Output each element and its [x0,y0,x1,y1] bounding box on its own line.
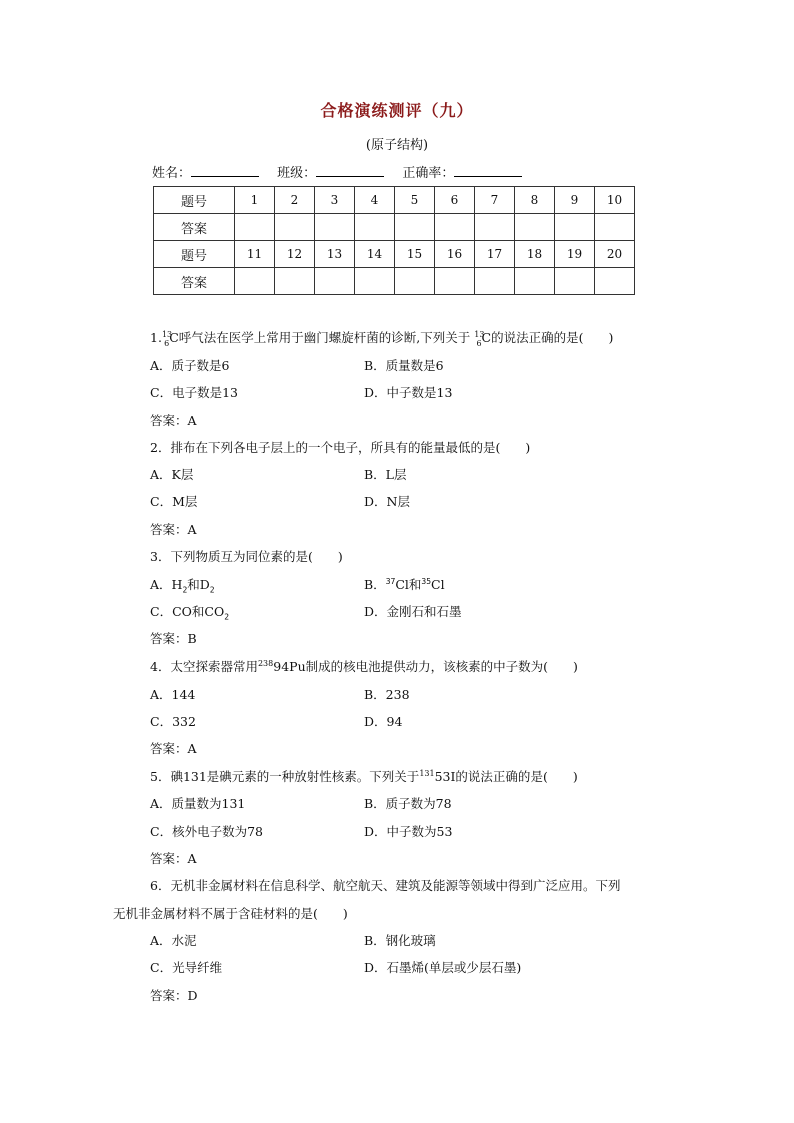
option-c[interactable]: C．电子数是13 [150,385,238,400]
question-number: 11 [235,241,275,268]
q1-prefix: 1. [150,330,162,345]
answer-row-2 [154,268,635,295]
option-b[interactable]: B．质量数是6 [364,358,444,373]
question-number: 9 [555,187,595,214]
answer-cell[interactable] [475,214,515,241]
answer-cell[interactable] [395,214,435,241]
answer-cell[interactable] [315,268,355,295]
option-a[interactable]: A．质子数是6 [150,358,230,373]
option-b[interactable]: B．质子数为78 [364,796,452,811]
q1-atomic-number-2: 6 [476,338,482,348]
student-info-line [152,162,536,181]
question-4-answer: 答案：A [150,741,197,756]
question-5-stem: 5．碘131是碘元素的一种放射性核素。下列关于$^{131}$53I的说法正确的是( ) [150,768,578,784]
question-3-stem: 3．下列物质互为同位素的是( ) [150,549,343,564]
question-6-stem-line2: 无机非金属材料不属于含硅材料的是( ) [113,906,348,921]
answer-cell[interactable] [555,268,595,295]
question-number: 17 [475,241,515,268]
answer-cell[interactable] [435,268,475,295]
option-d[interactable]: D．N层 [364,494,410,509]
question-number: 4 [355,187,395,214]
question-5-answer: 答案：A [150,851,197,866]
accuracy-blank[interactable] [454,164,522,177]
question-number-row-1 [154,187,635,214]
question-number: 7 [475,187,515,214]
option-c[interactable]: C．332 [150,714,196,729]
question-number: 12 [275,241,315,268]
answer-cell[interactable] [595,214,635,241]
answer-row-1 [154,214,635,241]
option-c[interactable]: C．核外电子数为78 [150,824,263,839]
q1-mass-number: 13 [161,329,173,339]
question-number: 13 [315,241,355,268]
option-c[interactable]: C．CO和$CO_2$ [150,604,230,622]
row-label: 答案 [154,268,235,295]
page-title: 合格演练测评（九） [320,101,474,120]
answer-cell[interactable] [555,214,595,241]
option-c[interactable]: C．M层 [150,494,198,509]
question-number: 18 [515,241,555,268]
option-d[interactable]: D．石墨烯(单层或少层石墨) [364,960,522,975]
question-number: 14 [355,241,395,268]
row-label: 答案 [154,214,235,241]
question-6-answer: 答案：D [150,988,198,1003]
question-3-answer: 答案：B [150,631,197,646]
question-number: 6 [435,187,475,214]
question-1-stem [150,328,613,348]
question-number: 3 [315,187,355,214]
question-2-stem: 2．排布在下列各电子层上的一个电子，所具有的能量最低的是( ) [150,440,531,455]
answer-cell[interactable] [315,214,355,241]
option-a[interactable]: A．水泥 [150,933,197,948]
answer-cell[interactable] [515,214,555,241]
option-a[interactable]: A．$H_2$和$D_2$ [150,577,215,595]
question-number: 8 [515,187,555,214]
question-4-stem: 4．太空探索器常用$^{238}$94Pu制成的核电池提供动力，该核素的中子数为( ) [150,658,578,674]
q1-mass-number-2: 13 [474,329,485,339]
q1-text-b: C的说法正确的是( ) [481,330,614,345]
q5-mass-number: 131 [419,768,435,778]
name-label: 姓名： [152,166,192,181]
question-number: 10 [595,187,635,214]
option-b[interactable]: B．钢化玻璃 [364,933,436,948]
row-label: 题号 [154,187,235,214]
question-number: 19 [555,241,595,268]
question-number: 20 [595,241,635,268]
option-d[interactable]: D．中子数为53 [364,824,453,839]
class-blank[interactable] [316,164,384,177]
answer-cell[interactable] [435,214,475,241]
question-number: 5 [395,187,435,214]
option-d[interactable]: D．中子数是13 [364,385,453,400]
question-1-answer: 答案：A [150,413,197,428]
option-c[interactable]: C．光导纤维 [150,960,223,975]
answer-cell[interactable] [395,268,435,295]
row-label: 题号 [154,241,235,268]
accuracy-label: 正确率： [402,166,455,181]
option-b[interactable]: B．L层 [364,467,407,482]
q4-mass-number: 238 [257,658,274,668]
answer-cell[interactable] [515,268,555,295]
option-b[interactable]: B．238 [364,687,410,702]
name-blank[interactable] [191,164,259,177]
class-label: 班级： [277,166,317,181]
question-number: 1 [235,187,275,214]
question-number-row-2 [154,241,635,268]
question-6-stem-line1: 6．无机非金属材料在信息科学、航空航天、建筑及能源等领域中得到广泛应用。下列 [150,878,621,893]
answer-cell[interactable] [595,268,635,295]
option-b[interactable]: B．$^{37}$Cl和$^{35}$Cl [364,576,445,592]
answer-cell[interactable] [235,268,275,295]
answer-cell[interactable] [355,214,395,241]
option-a[interactable]: A．K层 [150,467,194,482]
page-subtitle: (原子结构) [365,138,429,153]
answer-cell[interactable] [475,268,515,295]
question-2-answer: 答案：A [150,522,197,537]
answer-cell[interactable] [235,214,275,241]
question-number: 16 [435,241,475,268]
question-number: 2 [275,187,315,214]
answer-cell[interactable] [275,214,315,241]
option-d[interactable]: D．94 [364,714,403,729]
q1-atomic-number: 6 [164,338,170,348]
question-number: 15 [395,241,435,268]
option-a[interactable]: A．144 [150,687,196,702]
answer-cell[interactable] [275,268,315,295]
q1-text-a: C呼气法在医学上常用于幽门螺旋杆菌的诊断,下列关于 [169,330,471,345]
option-d[interactable]: D．金刚石和石墨 [364,604,462,619]
answer-cell[interactable] [355,268,395,295]
option-a[interactable]: A．质量数为131 [150,796,246,811]
answer-table [153,186,635,295]
